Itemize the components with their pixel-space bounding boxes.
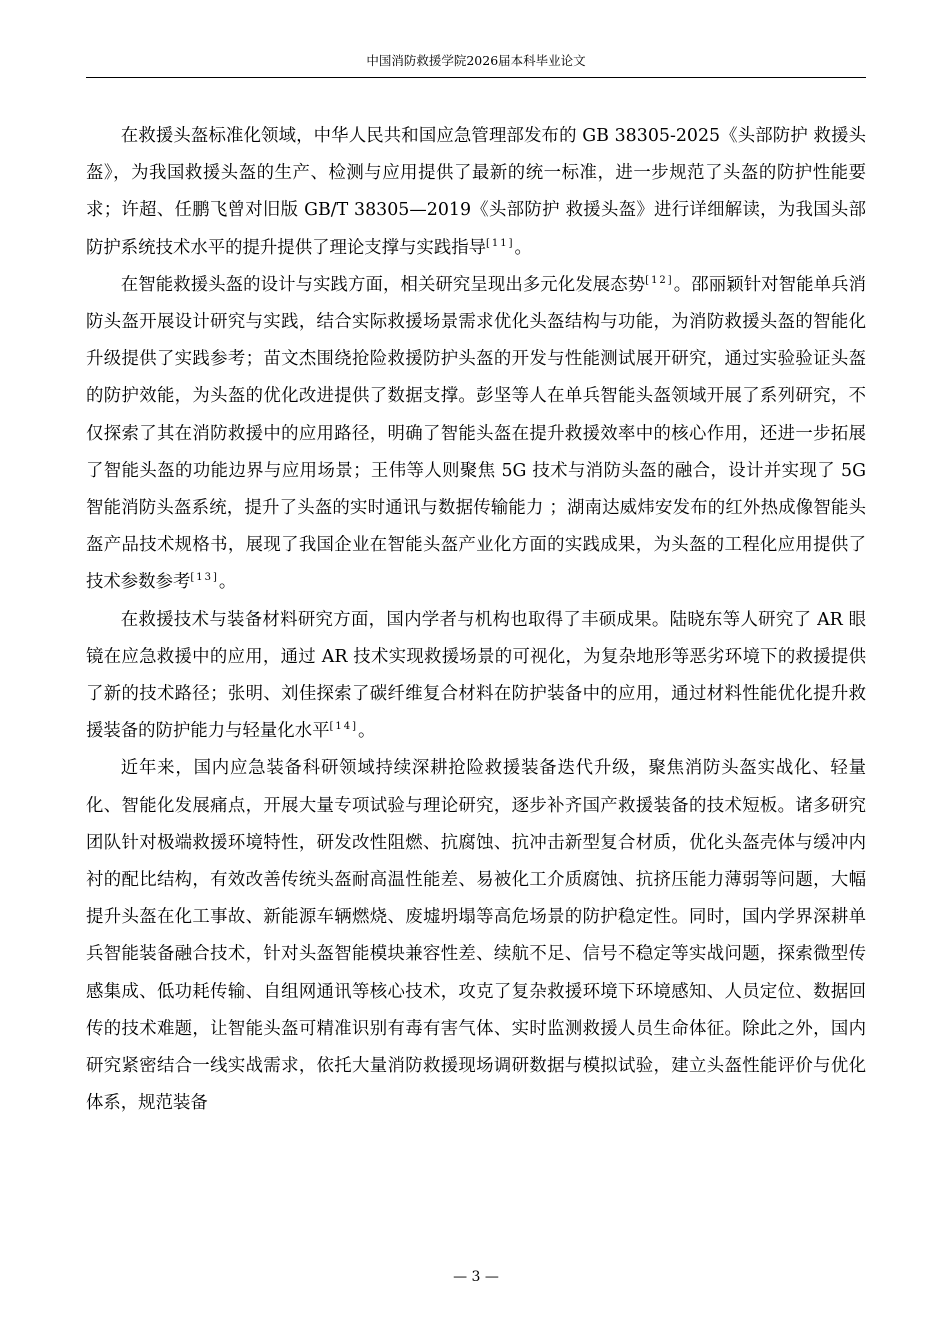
running-header: 中国消防救援学院2026届本科毕业论文	[366, 53, 586, 68]
paragraph-tail: 。	[218, 572, 237, 593]
paragraph-recent-research	[86, 750, 866, 1122]
citation-mark: [12]	[645, 275, 674, 287]
page-number: — 3 —	[453, 1269, 499, 1285]
citation-mark: [11]	[486, 237, 515, 249]
paragraph-text: 在智能救援头盔的设计与实践方面，相关研究呈现出多元化发展态势	[120, 274, 646, 295]
paragraph-text: 在救援技术与装备材料研究方面，国内学者与机构也取得了丰硕成果。陆晓东等人研究了 AR 眼镜在应急救援中的应用，通过 AR 技术实现救援场景的可视化，为复杂地形等恶劣环境下的救援提供了新的技术路径；张明、刘佳探索了碳纤维复合材料在防护装备中的应用，通过材料性能优化提升救援装备的防护能力与轻量化水平	[86, 609, 866, 742]
paragraph-text: 近年来，国内应急装备科研领域持续深耕抢险救援装备迭代升级，聚焦消防头盔实战化、轻量化、智能化发展痛点，开展大量专项试验与理论研究，逐步补齐国产救援装备的技术短板。诸多研究团队针对极端救援环境特性，研发改性阻燃、抗腐蚀、抗冲击新型复合材质，优化头盔壳体与缓冲内衬的配比结构，有效改善传统头盔耐高温性能差、易被化工介质腐蚀、抗挤压能力薄弱等问题，大幅提升头盔在化工事故、新能源车辆燃烧、废墟坍塌等高危场景的防护稳定性。同时，国内学界深耕单兵智能装备融合技术，针对头盔智能模块兼容性差、续航不足、信号不稳定等实战问题，探索微型传感集成、低功耗传输、自组网通讯等核心技术，攻克了复杂救援环境下环境感知、人员定位、数据回传的技术难题，让智能头盔可精准识别有毒有害气体、实时监测救援人员生命体征。除此之外，国内研究紧密结合一线实战需求，依托大量消防救援现场调研数据与模拟试验，建立头盔性能评价与优化体系，规范装备	[86, 758, 866, 1114]
header-rule	[86, 77, 866, 78]
paragraph-text: 。邵丽颖针对智能单兵消防头盔开展设计研究与实践，结合实际救援场景需求优化头盔结构与功能，为消防救援头盔的智能化升级提供了实践参考；苗文杰围绕抢险救援防护头盔的开发与性能测试展开研究，通过实验验证头盔的防护效能，为头盔的优化改进提供了数据支撑。彭坚等人在单兵智能头盔领域开展了系列研究，不仅探索了其在消防救援中的应用路径，明确了智能头盔在提升救援效率中的核心作用，还进一步拓展了智能头盔的功能边界与应用场景；王伟等人则聚焦 5G 技术与消防头盔的融合，设计并实现了 5G 智能消防头盔系统，提升了头盔的实时通讯与数据传输能力 ；湖南达威炜安发布的红外热成像智能头盔产品技术规格书，展现了我国企业在智能头盔产业化方面的实践成果，为头盔的工程化应用提供了技术参数参考	[86, 274, 866, 593]
paragraph-smart-helmet	[86, 267, 866, 602]
citation-mark: [14]	[329, 721, 359, 733]
paragraph-text: 在救援头盔标准化领域，中华人民共和国应急管理部发布的 GB 38305-2025《头部防护 救援头盔》，为我国救援头盔的生产、检测与应用提供了最新的统一标准，进一步规范了头盔的防护性能要求；许超、任鹏飞曾对旧版 GB/T 38305—2019《头部防护 救援头盔》进行详细解读，为我国头部防护系统技术水平的提升提供了理论支撑与实践指导	[86, 126, 866, 258]
paragraph-tail: 。	[358, 721, 376, 742]
paragraph-materials	[86, 602, 866, 751]
paragraph-standards	[86, 118, 866, 267]
body-text	[86, 118, 866, 1122]
citation-mark: [13]	[190, 572, 219, 584]
paragraph-tail: 。	[514, 237, 532, 258]
